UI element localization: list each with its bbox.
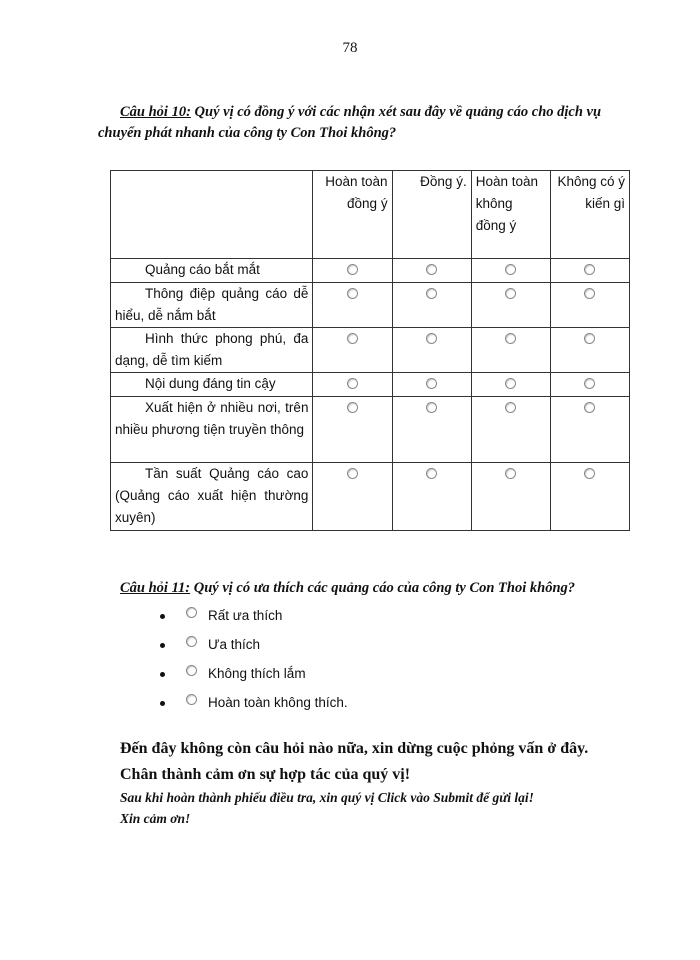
radio-button[interactable] (426, 402, 437, 413)
radio-button[interactable] (186, 665, 197, 676)
radio-button[interactable] (347, 333, 358, 344)
question-10-table (110, 170, 630, 531)
radio-button[interactable] (426, 333, 437, 344)
row-statement: Thông điệp quảng cáo dễ hiểu, dễ nắm bắt (111, 283, 313, 328)
radio-button[interactable] (347, 378, 358, 389)
radio-button[interactable] (347, 402, 358, 413)
radio-button[interactable] (186, 636, 197, 647)
radio-button[interactable] (426, 288, 437, 299)
question-10-title (98, 102, 640, 144)
bullet-icon (160, 614, 165, 619)
radio-button[interactable] (347, 468, 358, 479)
radio-button[interactable] (505, 468, 516, 479)
radio-button[interactable] (584, 264, 595, 275)
table-row (111, 373, 630, 397)
question-11-label: Câu hỏi 11: (120, 580, 191, 596)
page-number: 78 (342, 40, 358, 56)
radio-button[interactable] (505, 288, 516, 299)
header-blank (111, 171, 313, 259)
radio-button[interactable] (347, 264, 358, 275)
table-header-row (111, 171, 630, 259)
submit-note: Sau khi hoàn thành phiếu điều tra, xin quý vị Click vào Submit để gửi lại! (120, 790, 534, 805)
table-row (111, 283, 630, 328)
option-label: Không thích lắm (208, 666, 306, 681)
table-row (111, 328, 630, 373)
bullet-icon (160, 672, 165, 677)
closing-line-2: Chân thành cảm ơn sự hợp tác của quý vị! (120, 766, 411, 783)
table-row (111, 259, 630, 283)
radio-button[interactable] (186, 607, 197, 618)
radio-button[interactable] (584, 378, 595, 389)
radio-button[interactable] (426, 264, 437, 275)
radio-button[interactable] (347, 288, 358, 299)
header-strongly-disagree: Hoàn toàn không đồng ý (471, 171, 550, 259)
radio-button[interactable] (505, 333, 516, 344)
radio-button[interactable] (584, 288, 595, 299)
table-row (111, 397, 630, 463)
row-statement: Hình thức phong phú, đa dạng, dễ tìm kiếm (111, 328, 313, 373)
radio-button[interactable] (584, 333, 595, 344)
question-10-text-line1: Quý vị có đồng ý với các nhận xét sau đây về quảng cáo cho dịch vụ (190, 104, 602, 120)
radio-button[interactable] (505, 402, 516, 413)
row-statement: Tần suất Quảng cáo cao (Quảng cáo xuất hiện thường xuyên) (111, 463, 313, 531)
radio-button[interactable] (186, 694, 197, 705)
question-11-title (120, 578, 575, 599)
radio-button[interactable] (505, 264, 516, 275)
bullet-icon (160, 701, 165, 706)
thanks-note: Xin cảm ơn! (120, 811, 191, 826)
row-statement: Xuất hiện ở nhiều nơi, trên nhiều phương tiện truyền thông (111, 397, 313, 463)
header-no-opinion: Không có ý kiến gì (550, 171, 629, 259)
radio-button[interactable] (505, 378, 516, 389)
option-label: Rất ưa thích (208, 608, 283, 623)
bullet-icon (160, 643, 165, 648)
radio-button[interactable] (426, 378, 437, 389)
header-agree: Đồng ý. (392, 171, 471, 259)
radio-button[interactable] (584, 468, 595, 479)
row-statement: Quảng cáo bắt mắt (111, 259, 313, 283)
radio-button[interactable] (584, 402, 595, 413)
question-11-text: Quý vị có ưa thích các quảng cáo của công ty Con Thoi không? (190, 580, 576, 596)
table-row (111, 463, 630, 531)
closing-line-1: Đến đây không còn câu hỏi nào nữa, xin dừng cuộc phỏng vấn ở đây. (120, 740, 589, 757)
option-label: Hoàn toàn không thích. (208, 695, 348, 710)
radio-button[interactable] (426, 468, 437, 479)
row-statement: Nội dung đáng tin cậy (111, 373, 313, 397)
question-10-label: Câu hỏi 10: (120, 104, 191, 120)
question-10-text-line2: chuyển phát nhanh của công ty Con Thoi không? (98, 125, 397, 141)
header-strongly-agree: Hoàn toàn đồng ý (313, 171, 392, 259)
option-label: Ưa thích (208, 637, 261, 652)
